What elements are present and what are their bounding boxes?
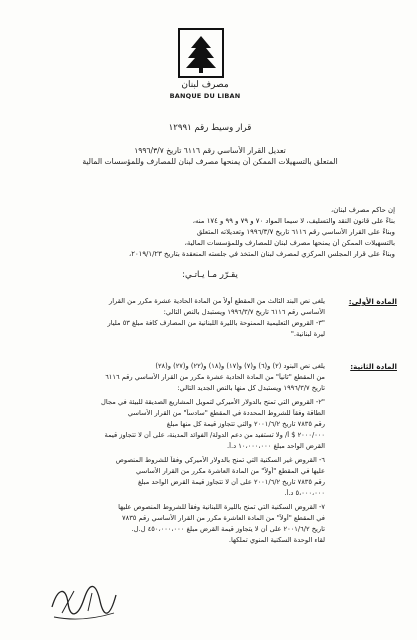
article-2-line-10: عليها في المقطع "أولاً" من المادة العاشرة مكرر من القرار الأساسي	[136, 467, 325, 475]
article-2-line-7: ٢٠٠٠/٠٠٠ $ أ/ ولا تستفيد من دعم الدولة/ الفوائد المدينة، على أن لا تتجاوز قيمة	[104, 431, 325, 439]
article-1-line-3: "٣- القروض التعليمية الممنوحة بالليرة اللبنانية من المصارف كافة مبلغ ٥٣ مليار	[107, 319, 325, 327]
article-2-line-16: لقاء الوحدة السكنية المنوي تملكها.	[228, 536, 325, 544]
article-2-line-9: ٦- القروض غير السكنية التي تمنح بالدولار الأميركي وفقاً للشروط المنصوص	[115, 456, 325, 464]
article-2-line-3: تاريخ ١٩٩٦/٣/٧ ويستبدل كل منها بالنص الجديد التالي:	[177, 384, 325, 392]
preamble-line-5: وبناءً على قرار المجلس المركزي لمصرف لبنان المتخذ في جلسته المنعقدة بتاريخ ٢٠١٩/١/٢٣،	[129, 250, 395, 258]
subject-line-1: تعديل القرار الأساسي رقم ٦١١٦ تاريخ ١٩٩٦/٣/٧	[134, 146, 286, 155]
article-1-line-2: الأساسي رقم ٦١١٦ تاريخ ١٩٩٦/٣/٧ ويستبدل بالنص التالي:	[163, 308, 325, 316]
article-2-line-2: من المقطع "ثانياً" من المادة الحادية عشرة مكرر من القرار الأساسي رقم ٦١١٦	[105, 373, 325, 381]
article-1-line-4: ليرة لبنانية."	[290, 330, 325, 338]
article-2-line-11: رقم ٧٨٣٥ تاريخ ٢٠٠١/٦/٢ على أن لا تتجاوز قيمة القرض الواحد مبلغ	[137, 478, 325, 486]
cedar-tree-logo-icon	[178, 28, 224, 78]
article-2-line-15: تاريخ ٢٠٠١/٦/٢ على أن لا يتجاوز قيمة القرض مبلغ ٤٥٠،٠٠٠،٠٠٠ ل.ل.	[131, 525, 325, 533]
article-2-line-6: رقم ٧٨٣٥ تاريخ ٢٠٠١/٦/٢ والتي تتجاوز قيمة كل منها مبلغ	[166, 420, 325, 428]
preamble-line-4: بالتسهيلات الممكن أن يمنحها مصرف لبنان للمصارف وللمؤسسات المالية،	[184, 239, 395, 247]
article-2-title: المادة الثانية:	[350, 362, 397, 371]
article-1-title: المادة الأولى:	[348, 297, 397, 306]
article-2-line-12: ٥،٠٠٠،٠٠٠ د.أ.	[284, 489, 325, 497]
article-1-line-1: يلغى نص البند الثالث من المقطع أولاً من المادة الحادية عشرة مكرر من القرار	[108, 297, 325, 305]
article-2-line-13: ٧- القروض السكنية التي تمنح بالليرة اللبنانية وفقاً للشروط المنصوص عليها	[118, 503, 325, 511]
decides-heading: يقـرّر مـا يـأتـي:	[182, 270, 238, 280]
article-2-line-4: "٢- القروض التي تمنح بالدولار الأميركي لتمويل المشاريع الصديقة للبيئة في مجال	[101, 398, 325, 406]
preamble-line-3: وبناءً على القرار الأساسي رقم ٦١١٦ تاريخ ١٩٩٦/٣/٧ وتعديلاته المتعلق	[196, 228, 395, 236]
brand-french-name: BANQUE DU LIBAN	[169, 92, 241, 100]
article-2-line-5: الطاقة وفقاً للشروط المحددة في المقطع "سادساً" من القرار الأساسي	[127, 409, 325, 417]
article-2-line-8: القرض الواحد مبلغ ١٠،٠٠٠،٠٠٠ د.أ.	[227, 442, 325, 450]
article-2-line-14: في المقطع "أولاً" من المادة العاشرة مكرر من القرار الأساسي رقم ٧٨٣٥	[122, 514, 325, 522]
handwritten-signature	[44, 577, 124, 625]
decision-number: قرار وسيط رقم ١٢٩٩١	[168, 123, 252, 133]
preamble-line-1: إن حاكم مصرف لبنان،	[330, 206, 395, 214]
subject-line-2: المتعلق بالتسهيلات الممكن أن يمنحها مصرف لبنان للمصارف وللمؤسسات المالية	[82, 157, 338, 166]
brand-arabic-name: مصرف لبنان	[181, 80, 229, 90]
preamble-line-2: بناءً على قانون النقد والتسليف، لا سيما المواد ٧٠ و ٧٩ و ٩٩ و ١٧٤ منه،	[192, 217, 395, 225]
article-2-line-1: يلغى نص البنود (٢) و(٦) و(٧) و(١٧) و(١٨) و(٢٢) و(٢٧) و(٢٨)	[155, 362, 325, 370]
